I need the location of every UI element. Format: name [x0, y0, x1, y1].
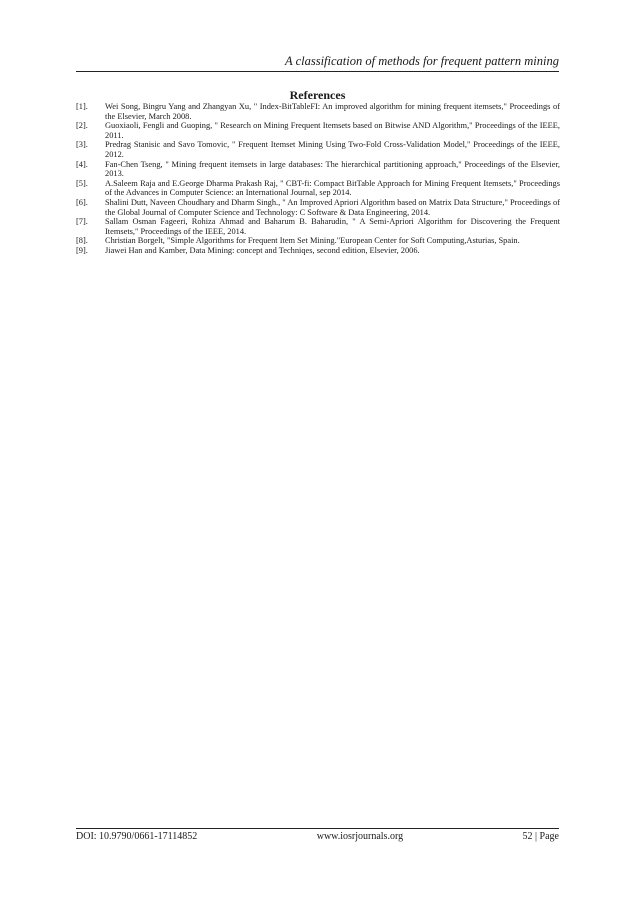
reference-item: [76, 121, 560, 140]
reference-number: [8].: [76, 236, 88, 246]
reference-number: [2].: [76, 121, 88, 131]
reference-number: [3].: [76, 140, 88, 150]
reference-item: [76, 160, 560, 179]
footer-page-number: 52 | Page: [522, 831, 559, 842]
reference-number: [5].: [76, 178, 88, 188]
reference-text: Christian Borgelt, "Simple Algorithms for Frequent Item Set Mining."European Center for Soft Computing,Asturias, Spain.: [105, 236, 520, 246]
reference-number: [7].: [76, 217, 88, 227]
reference-item: [76, 217, 560, 236]
reference-item: [76, 198, 560, 217]
reference-number: [1].: [76, 102, 88, 111]
reference-text: Jiawei Han and Kamber, Data Mining: concept and Techniqes, second edition, Elsevier, 2006.: [105, 245, 420, 255]
reference-text: Predrag Stanisic and Savo Tomovic, " Frequent Itemset Mining Using Two-Fold Cross-Validation Model," Proceedings of the IEEE, 2012.: [105, 140, 560, 159]
reference-number: [4].: [76, 159, 88, 169]
footer-doi: DOI: 10.9790/0661-17114852: [76, 831, 198, 842]
reference-item: [76, 102, 560, 121]
reference-text: A.Saleem Raja and E.George Dharma Prakash Raj, " CBT-fi: Compact BitTable Approach for Mining Frequent Itemsets," Proceedings of the Advances in Computer Science: an International Journal, sep 2014.: [105, 178, 560, 198]
reference-number: [9].: [76, 245, 88, 255]
reference-text: Fan-Chen Tseng, " Mining frequent itemsets in large databases: The hierarchical partitioning approach," Proceedings of the Elsevier, 2013.: [105, 159, 560, 179]
reference-text: Shalini Dutt, Naveen Choudhary and Dharm Singh., " An Improved Apriori Algorithm based on Matrix Data Structure," Proceedings of the Global Journal of Computer Science and Technology: C Software & Data Engineering, 2014.: [105, 197, 560, 217]
references-heading: References: [289, 88, 346, 102]
references-list: [76, 102, 560, 256]
reference-text: Sallam Osman Fageeri, Rohiza Ahmad and Baharum B. Baharudin, " A Semi-Apriori Algorithm for Discovering the Frequent Itemsets," Proceedings of the IEEE, 2014.: [105, 217, 560, 236]
reference-text: Guoxiaoli, Fengli and Guoping, " Research on Mining Frequent Itemsets based on Bitwise AND Algorithm," Proceedings of the IEEE, 2011.: [105, 121, 560, 140]
reference-item: [76, 246, 560, 256]
reference-item: [76, 140, 560, 159]
reference-number: [6].: [76, 197, 88, 207]
running-title: A classification of methods for frequent pattern mining: [76, 54, 559, 72]
reference-item: [76, 179, 560, 198]
reference-item: [76, 236, 560, 246]
page-footer: [76, 828, 559, 842]
reference-text: Wei Song, Bingru Yang and Zhangyan Xu, " Index-BitTableFI: An improved algorithm for mining frequent itemsets," Proceedings of the Elsevier, March 2008.: [105, 102, 560, 121]
footer-website: www.iosrjournals.org: [316, 831, 404, 842]
